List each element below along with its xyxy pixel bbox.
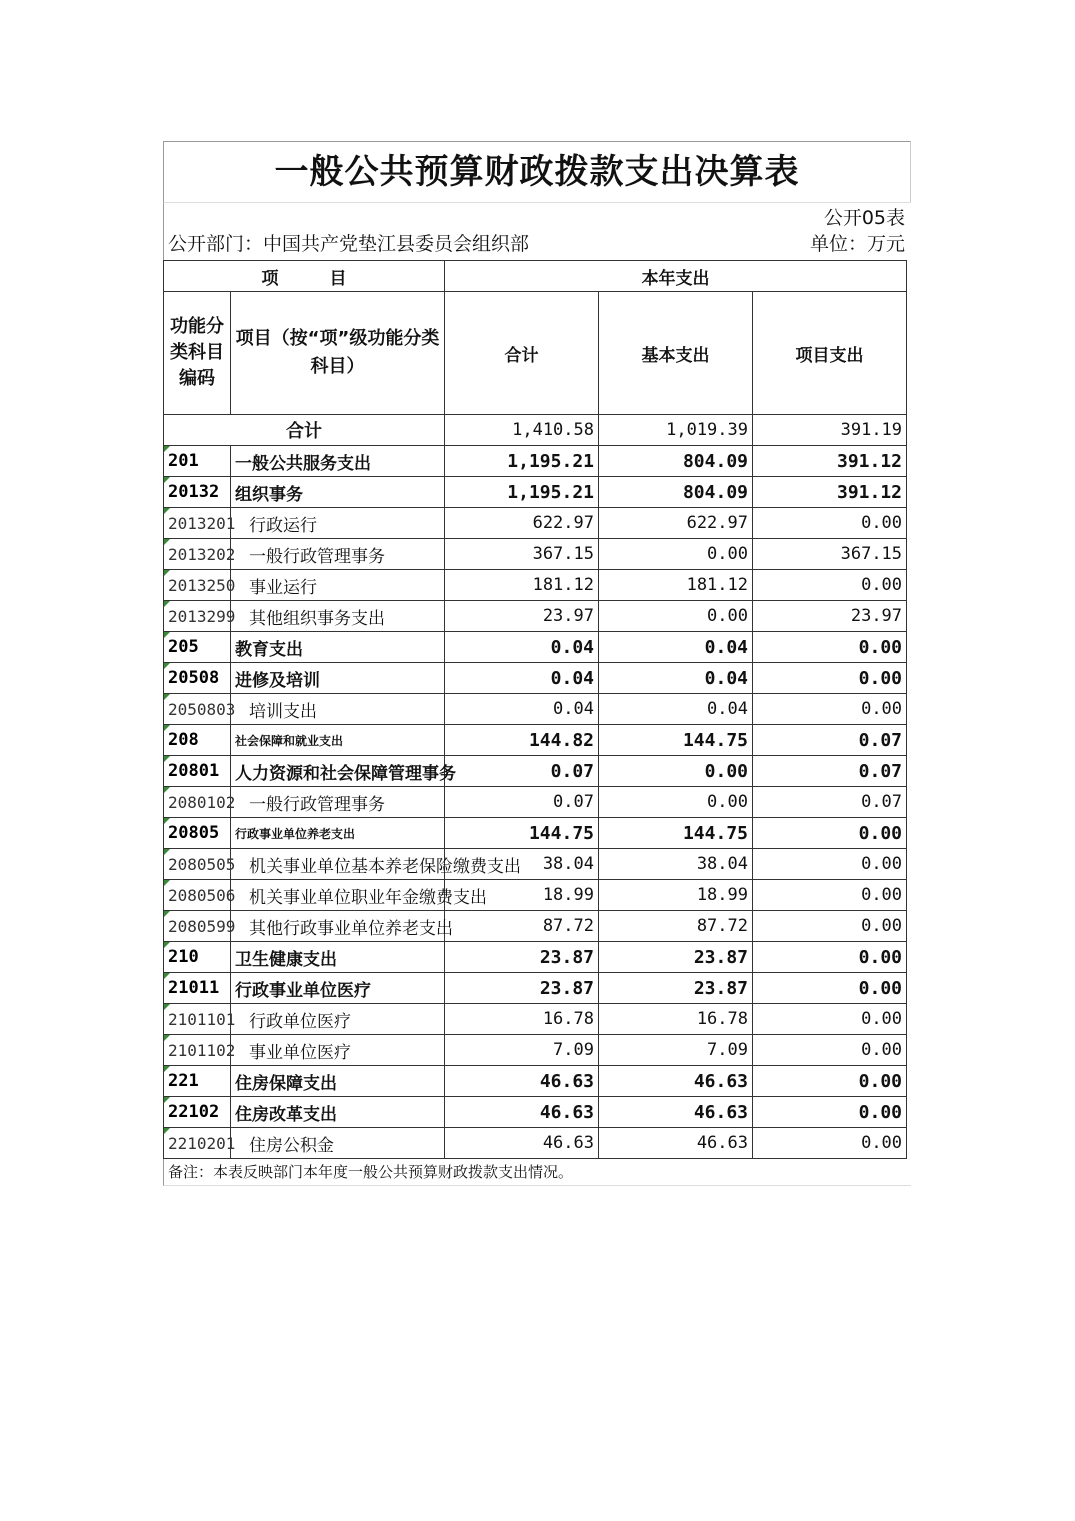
row-project: 0.07: [753, 787, 907, 818]
row-total: 622.97: [445, 508, 599, 539]
row-basic: 46.63: [599, 1128, 753, 1159]
row-total: 1,195.21: [445, 477, 599, 508]
table-row: [164, 663, 907, 694]
row-project: 0.00: [753, 508, 907, 539]
header-basic: 基本支出: [599, 292, 753, 415]
row-name: 教育支出: [231, 632, 445, 663]
row-name: 一般公共服务支出: [231, 446, 445, 477]
row-code: 221: [164, 1066, 231, 1097]
table-row: [164, 477, 907, 508]
department-row: [163, 229, 911, 260]
row-project: 391.12: [753, 477, 907, 508]
row-total: 7.09: [445, 1035, 599, 1066]
row-code: 2013202: [164, 539, 231, 570]
row-basic: 0.00: [599, 601, 753, 632]
footnote: 备注：本表反映部门本年度一般公共预算财政拨款支出情况。: [163, 1159, 911, 1186]
header-row-1: [164, 261, 907, 292]
row-basic: 0.00: [599, 787, 753, 818]
row-code: 2080505: [164, 849, 231, 880]
row-code: 21011: [164, 973, 231, 1004]
table-row: [164, 1066, 907, 1097]
row-project: 0.00: [753, 1066, 907, 1097]
table-row: [164, 601, 907, 632]
table-number: 公开05表: [823, 207, 905, 229]
header-row-2: [164, 292, 907, 415]
row-code: 2050803: [164, 694, 231, 725]
table-row: [164, 911, 907, 942]
row-project: 23.97: [753, 601, 907, 632]
row-name: 卫生健康支出: [231, 942, 445, 973]
table-row: [164, 1035, 907, 1066]
row-basic: 804.09: [599, 477, 753, 508]
row-name: 社会保障和就业支出: [231, 725, 445, 756]
row-project: 0.00: [753, 911, 907, 942]
header-item: 项 目: [164, 261, 445, 292]
row-basic: 0.00: [599, 756, 753, 787]
row-project: 0.07: [753, 725, 907, 756]
row-total: 46.63: [445, 1097, 599, 1128]
row-project: 0.00: [753, 942, 907, 973]
row-name: 行政运行: [231, 508, 445, 539]
row-total: 0.07: [445, 787, 599, 818]
row-code: 2013250: [164, 570, 231, 601]
row-code: 20805: [164, 818, 231, 849]
row-name: 一般行政管理事务: [231, 539, 445, 570]
row-project: 0.00: [753, 694, 907, 725]
row-total: 1,195.21: [445, 446, 599, 477]
row-code: 22102: [164, 1097, 231, 1128]
row-project: 0.00: [753, 973, 907, 1004]
row-basic: 23.87: [599, 973, 753, 1004]
table-row: [164, 508, 907, 539]
row-name: 住房公积金: [231, 1128, 445, 1159]
row-name: 进修及培训: [231, 663, 445, 694]
row-project: 0.00: [753, 663, 907, 694]
row-basic: 0.04: [599, 694, 753, 725]
summary-total: 1,410.58: [445, 415, 599, 446]
row-total: 0.04: [445, 663, 599, 694]
header-name: 项目（按“项”级功能分类科目）: [231, 292, 445, 415]
row-total: 23.87: [445, 973, 599, 1004]
row-name: 机关事业单位职业年金缴费支出: [231, 880, 445, 911]
row-project: 0.00: [753, 880, 907, 911]
table-row: [164, 539, 907, 570]
table-row: [164, 849, 907, 880]
row-code: 2013201: [164, 508, 231, 539]
row-total: 0.04: [445, 632, 599, 663]
department-name: 公开部门：中国共产党垫江县委员会组织部: [168, 233, 530, 255]
row-name: 行政单位医疗: [231, 1004, 445, 1035]
row-total: 46.63: [445, 1066, 599, 1097]
row-name: 一般行政管理事务: [231, 787, 445, 818]
row-basic: 46.63: [599, 1066, 753, 1097]
row-basic: 181.12: [599, 570, 753, 601]
row-basic: 18.99: [599, 880, 753, 911]
table-row: [164, 1004, 907, 1035]
row-basic: 16.78: [599, 1004, 753, 1035]
row-name: 事业单位医疗: [231, 1035, 445, 1066]
row-code: 2080506: [164, 880, 231, 911]
row-name: 行政事业单位医疗: [231, 973, 445, 1004]
row-code: 2080102: [164, 787, 231, 818]
unit-label: 单位：万元: [809, 233, 905, 255]
row-basic: 46.63: [599, 1097, 753, 1128]
summary-project: 391.19: [753, 415, 907, 446]
row-basic: 0.04: [599, 663, 753, 694]
row-basic: 38.04: [599, 849, 753, 880]
row-project: 0.00: [753, 632, 907, 663]
row-code: 20132: [164, 477, 231, 508]
row-total: 18.99: [445, 880, 599, 911]
row-name: 行政事业单位养老支出: [231, 818, 445, 849]
row-name: 其他行政事业单位养老支出: [231, 911, 445, 942]
row-project: 0.00: [753, 818, 907, 849]
table-row: [164, 725, 907, 756]
row-basic: 87.72: [599, 911, 753, 942]
row-project: 0.00: [753, 570, 907, 601]
row-basic: 7.09: [599, 1035, 753, 1066]
row-code: 205: [164, 632, 231, 663]
row-total: 23.97: [445, 601, 599, 632]
summary-label: 合计: [164, 415, 445, 446]
table-row: [164, 756, 907, 787]
header-total: 合计: [445, 292, 599, 415]
row-basic: 144.75: [599, 725, 753, 756]
row-code: 2013299: [164, 601, 231, 632]
row-total: 16.78: [445, 1004, 599, 1035]
header-project: 项目支出: [753, 292, 907, 415]
row-code: 2080599: [164, 911, 231, 942]
row-name: 组织事务: [231, 477, 445, 508]
row-total: 181.12: [445, 570, 599, 601]
table-row: [164, 973, 907, 1004]
row-total: 46.63: [445, 1128, 599, 1159]
table-row: [164, 570, 907, 601]
summary-row: [164, 415, 907, 446]
spreadsheet-sheet: [163, 141, 911, 1186]
row-total: 144.82: [445, 725, 599, 756]
row-name: 其他组织事务支出: [231, 601, 445, 632]
row-total: 87.72: [445, 911, 599, 942]
table-row: [164, 818, 907, 849]
row-basic: 0.00: [599, 539, 753, 570]
row-code: 20508: [164, 663, 231, 694]
row-project: 0.07: [753, 756, 907, 787]
table-row: [164, 632, 907, 663]
row-project: 0.00: [753, 1004, 907, 1035]
row-code: 2101101: [164, 1004, 231, 1035]
row-project: 0.00: [753, 1035, 907, 1066]
table-number-row: [163, 202, 911, 229]
row-basic: 0.04: [599, 632, 753, 663]
header-code: 功能分类科目编码: [164, 292, 231, 415]
row-basic: 23.87: [599, 942, 753, 973]
table-row: [164, 787, 907, 818]
row-code: 201: [164, 446, 231, 477]
row-name: 住房改革支出: [231, 1097, 445, 1128]
expenditure-table: [163, 260, 907, 1159]
row-code: 2210201: [164, 1128, 231, 1159]
table-row: [164, 1128, 907, 1159]
row-code: 20801: [164, 756, 231, 787]
row-code: 208: [164, 725, 231, 756]
row-name: 住房保障支出: [231, 1066, 445, 1097]
table-row: [164, 1097, 907, 1128]
table-row: [164, 880, 907, 911]
row-name: 培训支出: [231, 694, 445, 725]
table-row: [164, 446, 907, 477]
page-title: 一般公共预算财政拨款支出决算表: [163, 141, 911, 202]
summary-basic: 1,019.39: [599, 415, 753, 446]
row-name: 事业运行: [231, 570, 445, 601]
header-current-expenditure: 本年支出: [445, 261, 907, 292]
row-project: 391.12: [753, 446, 907, 477]
row-project: 0.00: [753, 1097, 907, 1128]
row-basic: 144.75: [599, 818, 753, 849]
row-total: 367.15: [445, 539, 599, 570]
row-name: 机关事业单位基本养老保险缴费支出: [231, 849, 445, 880]
row-project: 367.15: [753, 539, 907, 570]
row-total: 0.04: [445, 694, 599, 725]
row-code: 210: [164, 942, 231, 973]
row-total: 38.04: [445, 849, 599, 880]
row-basic: 804.09: [599, 446, 753, 477]
row-project: 0.00: [753, 1128, 907, 1159]
row-project: 0.00: [753, 849, 907, 880]
row-name: 人力资源和社会保障管理事务: [231, 756, 445, 787]
row-total: 0.07: [445, 756, 599, 787]
row-basic: 622.97: [599, 508, 753, 539]
row-total: 23.87: [445, 942, 599, 973]
table-row: [164, 942, 907, 973]
row-total: 144.75: [445, 818, 599, 849]
table-row: [164, 694, 907, 725]
row-code: 2101102: [164, 1035, 231, 1066]
